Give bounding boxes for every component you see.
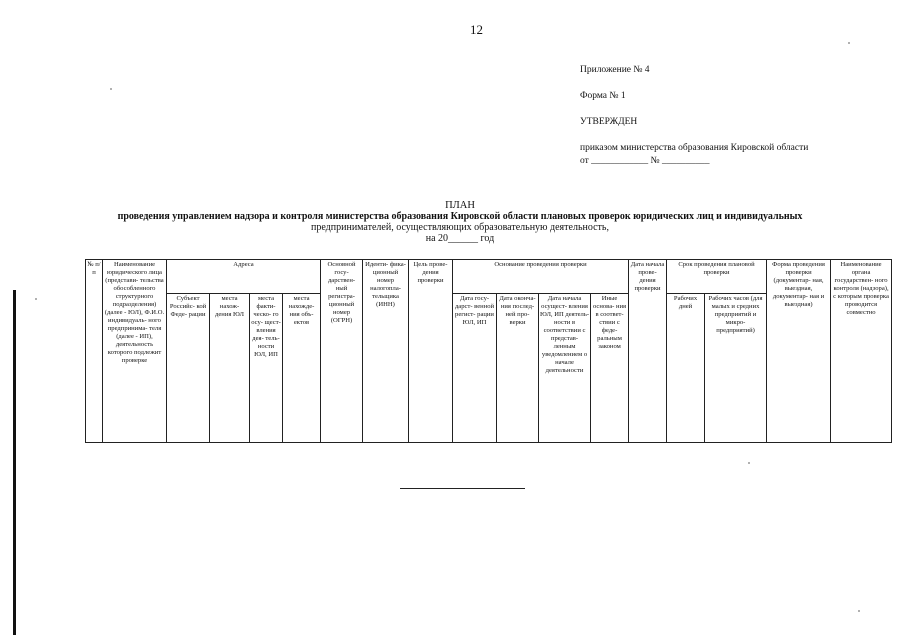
scan-speck: [748, 462, 750, 464]
title-year: на 20______ год: [425, 233, 495, 244]
header-address-subject: Субъект Российс- кой Феде- рации: [167, 293, 210, 442]
approval-block: [580, 64, 808, 168]
title-subtitle: предпринимателей, осуществляющих образовательную деятельность,: [311, 222, 609, 233]
header-term-hours: Рабочих часов (для малых и средних предприятий и микро- предприятий): [705, 293, 767, 442]
header-addresses: Адреса: [167, 260, 321, 294]
scan-speck: [110, 88, 112, 90]
header-address-location: места нахож- дения ЮЛ: [210, 293, 250, 442]
header-entity-name: Наименование юридического лица (представи- тельства обособленного структурного подразделения) (далее - ЮЛ), Ф.И.О. индивидуаль- ного предпринима- теля (далее - ИП), деятельность которого подлежит проверке: [103, 260, 167, 443]
title-main: проведения управлением надзора и контроля министерства образования Кировской области плановых проверок юридических лиц и индивидуальных: [117, 211, 803, 222]
document-title: [100, 200, 820, 244]
order-date-number-line: от ____________ № __________: [580, 156, 710, 166]
title-plan: ПЛАН: [445, 200, 475, 211]
header-joint-agency: Наименование органа государствен- ного контроля (надзора), с которым проверка проводится совместно: [831, 260, 892, 443]
header-purpose: Цель прове- дения проверки: [409, 260, 453, 443]
header-form: Форма проведения проверки (документар- ная, выездная, документар- ная и выездная): [767, 260, 831, 443]
header-number: № п/п: [86, 260, 103, 443]
header-basis-other: Иные основа- ния в соответ- ствии с феде- ральным законом: [591, 293, 629, 442]
plan-table: [85, 259, 892, 443]
header-basis-activity-start: Дата начала осущест- вления ЮЛ, ИП деятель- ности в соответствии с представ- ленным уведомлением о начале деятельности: [539, 293, 591, 442]
approved-label: УТВЕРЖДЕН: [580, 117, 638, 127]
header-ogrn: Основной госу- дарствен- ный регистра- ционный номер (ОГРН): [321, 260, 363, 443]
header-term: Срок проведения плановой проверки: [667, 260, 767, 294]
scan-speck: [35, 298, 37, 300]
scan-edge-mark: [13, 290, 16, 635]
appendix-label: Приложение № 4: [580, 65, 650, 75]
header-basis-last-check: Дата оконча- ния послед- ней про- верки: [497, 293, 539, 442]
scan-speck: [848, 42, 850, 44]
scan-speck: [858, 610, 860, 612]
header-basis: Основание проведения проверки: [453, 260, 629, 294]
header-basis-registration: Дата госу- дарст- венной регист- рации ЮЛ, ИП: [453, 293, 497, 442]
header-term-days: Рабочих дней: [667, 293, 705, 442]
page-number: 12: [470, 22, 483, 37]
header-start-date: Дата начала прове- дения проверки: [629, 260, 667, 443]
order-label: приказом министерства образования Кировской области: [580, 143, 809, 153]
header-address-actual: места факти- ческо- го осу- щест- вления дея- тель- ности ЮЛ, ИП: [250, 293, 283, 442]
form-label: Форма № 1: [580, 91, 626, 101]
header-address-objects: места нахожде- ния объ- ектов: [283, 293, 321, 442]
header-inn: Иденти- фика- ционный номер налогопла- тельщика (ИНН): [363, 260, 409, 443]
signature-line: [400, 488, 525, 489]
